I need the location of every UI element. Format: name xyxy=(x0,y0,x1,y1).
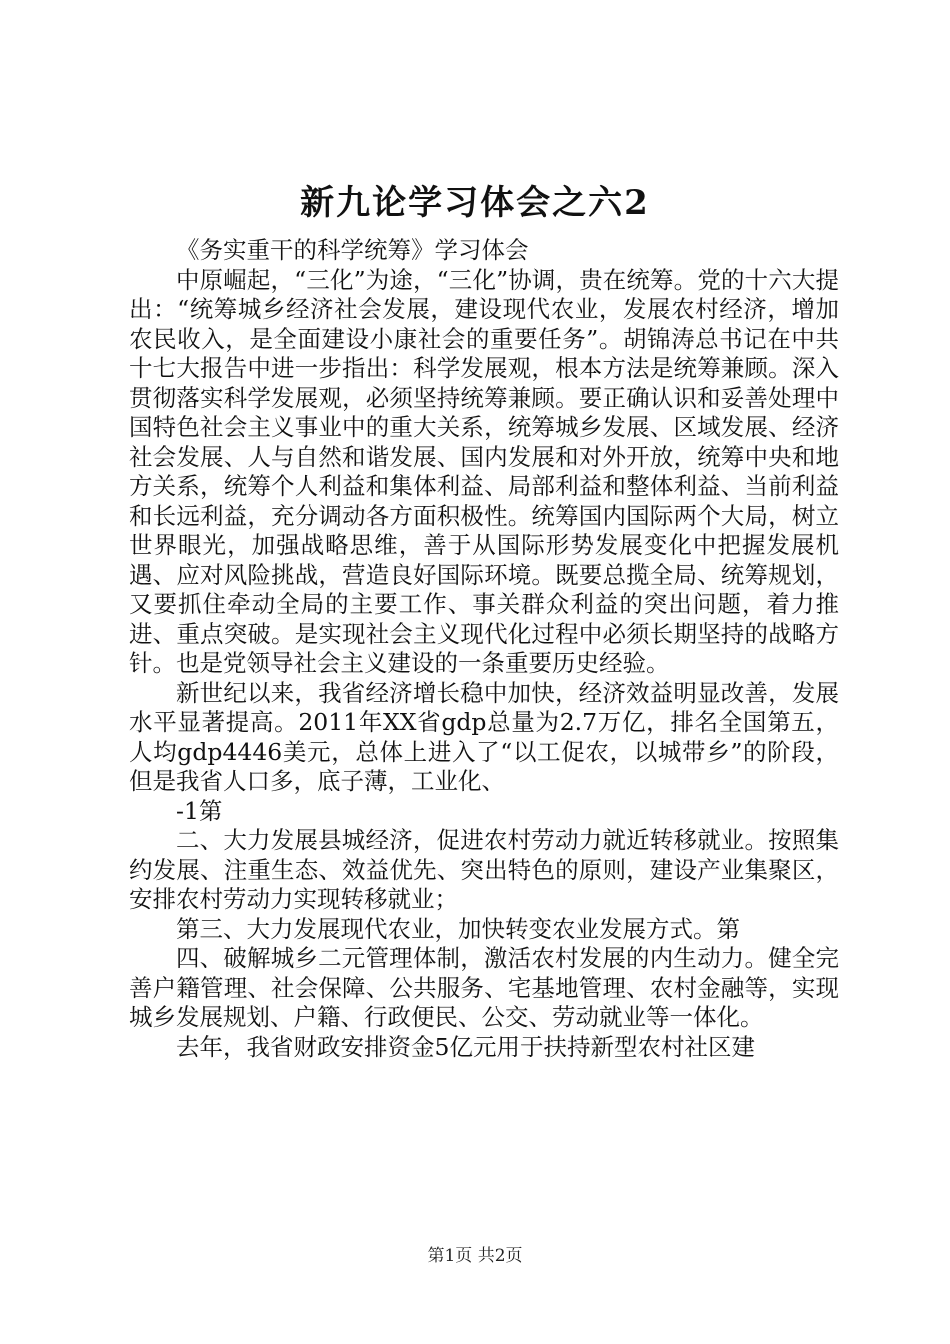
inline-page-mark: -1第 xyxy=(176,796,223,825)
paragraph: 第三、大力发展现代农业，加快转变农业发展方式。第 xyxy=(176,914,740,943)
paragraph: 二、大力发展县城经济，促进农村劳动力就近转移就业。按照集约发展、注重生态、效益优先、突出特色的原则，建设产业集聚区，安排农村劳动力实现转移就业； xyxy=(129,826,839,913)
document-title: 新九论学习体会之六2 xyxy=(300,183,650,223)
document-body xyxy=(129,236,839,1062)
paragraph: 去年，我省财政安排资金5亿元用于扶持新型农村社区建 xyxy=(176,1032,755,1061)
article-subtitle: 《务实重干的科学统筹》学习体会 xyxy=(176,236,529,264)
paragraph: 新世纪以来，我省经济增长稳中加快，经济效益明显改善，发展水平显著提高。2011年XX省gdp总量为2.7万亿，排名全国第五，人均gdp4446美元，总体上进入了“以工促农，以城带乡”的阶段，但是我省人口多，底子薄，工业化、 xyxy=(129,678,839,795)
page-footer: 第1页 共2页 xyxy=(427,1246,523,1266)
paragraph: 四、破解城乡二元管理体制，激活农村发展的内生动力。健全完善户籍管理、社会保障、公共服务、宅基地管理、农村金融等，实现城乡发展规划、户籍、行政便民、公交、劳动就业等一体化。 xyxy=(129,944,839,1031)
paragraph: 中原崛起，“三化”为途，“三化”协调，贵在统筹。党的十六大提出：“统筹城乡经济社会发展，建设现代农业，发展农村经济，增加农民收入，是全面建设小康社会的重要任务”。胡锦涛总书记在中共十七大报告中进一步指出：科学发展观，根本方法是统筹兼顾。深入贯彻落实科学发展观，必须坚持统筹兼顾。要正确认识和妥善处理中国特色社会主义事业中的重大关系，统筹城乡发展、区域发展、经济社会发展、人与自然和谐发展、国内发展和对外开放，统筹中央和地方关系，统筹个人利益和集体利益、局部利益和整体利益、当前利益和长远利益，充分调动各方面积极性。统筹国内国际两个大局，树立世界眼光，加强战略思维，善于从国际形势发展变化中把握发展机遇、应对风险挑战，营造良好国际环境。既要总揽全局、统筹规划，又要抓住牵动全局的主要工作、事关群众利益的突出问题，着力推进、重点突破。是实现社会主义现代化过程中必须长期坚持的战略方针。也是党领导社会主义建设的一条重要历史经验。 xyxy=(129,265,839,677)
